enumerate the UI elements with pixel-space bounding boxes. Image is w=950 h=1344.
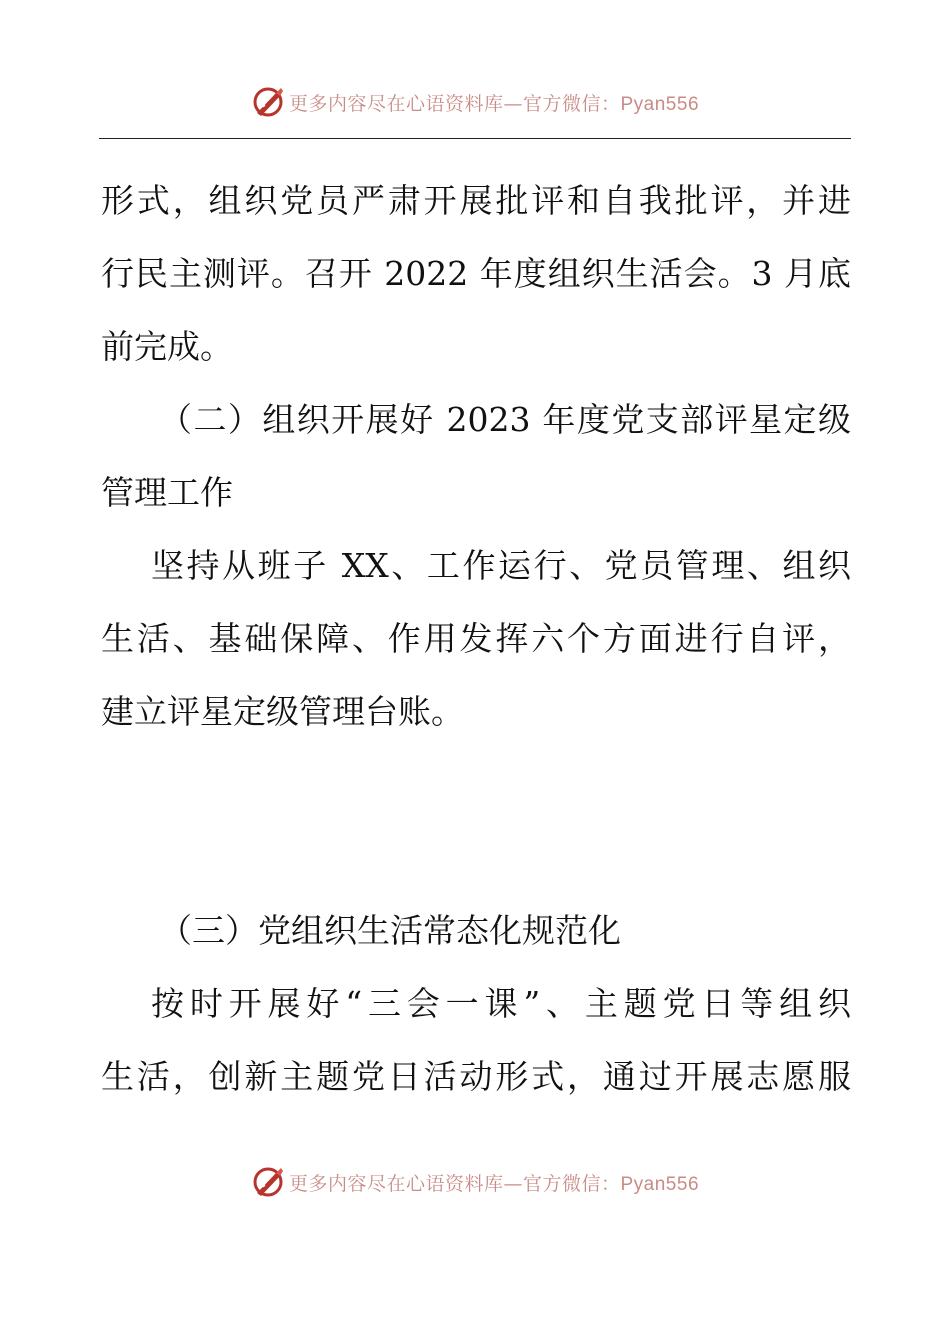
body-line: 行民主测评。召开 2022 年度组织生活会。3 月底 <box>101 254 851 293</box>
section-heading-2-continued: 管理工作 <box>101 473 233 512</box>
body-line: 生活、基础保障、作用发挥六个方面进行自评， <box>101 619 851 658</box>
body-line: 建立评星定级管理台账。 <box>101 692 464 731</box>
pen-logo-icon <box>251 1165 285 1199</box>
footer-watermark-text: 更多内容尽在心语资料库—官方微信：Pyan556 <box>288 1172 700 1195</box>
pen-logo-icon <box>251 85 285 119</box>
footer-watermark <box>0 1162 950 1202</box>
header-watermark <box>0 82 950 122</box>
body-line: 按时开展好“三会一课”、主题党日等组织 <box>151 984 851 1023</box>
section-heading-3: （三）党组织生活常态化规范化 <box>159 911 621 950</box>
section-heading-2: （二）组织开展好 2023 年度党支部评星定级 <box>159 400 851 439</box>
document-body <box>101 164 851 1113</box>
body-line: 前完成。 <box>101 327 233 366</box>
blank-gap <box>101 748 851 894</box>
body-line: 形式，组织党员严肃开展批评和自我批评，并进 <box>101 181 851 220</box>
body-line: 坚持从班子 XX、工作运行、党员管理、组织 <box>151 546 851 585</box>
header-divider <box>99 138 851 139</box>
header-watermark-text: 更多内容尽在心语资料库—官方微信：Pyan556 <box>288 92 700 115</box>
footer-wechat-id: Pyan556 <box>620 1173 700 1195</box>
body-line: 生活，创新主题党日活动形式，通过开展志愿服 <box>101 1057 851 1096</box>
header-wechat-id: Pyan556 <box>620 93 700 115</box>
